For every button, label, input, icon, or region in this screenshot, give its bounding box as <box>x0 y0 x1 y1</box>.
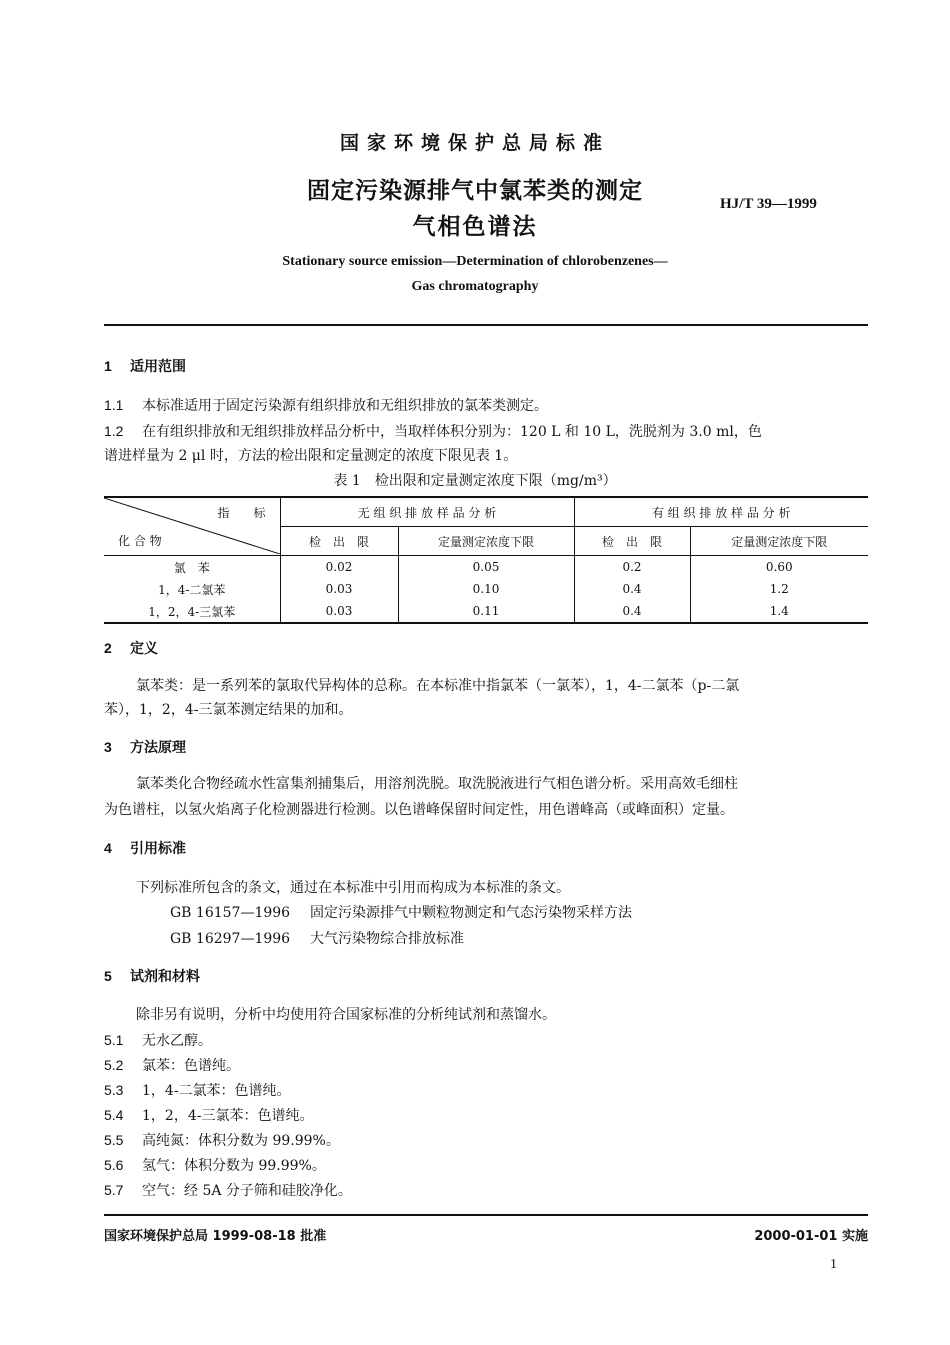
clause-number: 5.7 <box>104 1182 124 1198</box>
table-1 <box>104 496 868 624</box>
english-title-line-1: Stationary source emission—Determination of chlorobenzenes— <box>282 254 668 269</box>
group-header-unorganized: 无 组 织 排 放 样 品 分 析 <box>280 497 574 527</box>
col-header-g2-detect: 检 出 限 <box>574 527 690 556</box>
section-number: 3 <box>104 739 112 755</box>
cell-g2-detect: 0.4 <box>574 600 690 623</box>
section-title: 适用范围 <box>130 359 186 375</box>
cell-g2-quant: 0.60 <box>765 560 793 574</box>
group-header-organized: 有 组 织 排 放 样 品 分 析 <box>574 497 868 527</box>
clause-text: 1，2，4-三氯苯：色谱纯。 <box>142 1108 314 1124</box>
cell-g1-quant: 0.05 <box>398 556 574 579</box>
clause-number: 5.4 <box>104 1107 124 1123</box>
clause-5-3 <box>104 1080 291 1100</box>
cell-g2-quant: 1.4 <box>690 600 868 623</box>
cell-compound: 1，4-二氯苯 <box>104 578 280 600</box>
issuing-bureau: 国家环境保护总局标准 <box>339 132 610 154</box>
clause-5-5 <box>104 1130 340 1150</box>
clause-text: 1，4-二氯苯：色谱纯。 <box>142 1083 291 1099</box>
clause-text: 本标准适用于固定污染源有组织排放和无组织排放的氯苯类测定。 <box>142 398 548 414</box>
cell-g1-quant: 0.11 <box>398 600 574 623</box>
section-number: 4 <box>104 840 112 856</box>
section-5-heading <box>104 966 200 986</box>
footer-rule <box>104 1214 868 1216</box>
section-number: 1 <box>104 358 112 374</box>
section-4-intro: 下列标准所包含的条文，通过在本标准中引用而构成为本标准的条文。 <box>136 880 570 896</box>
section-3-text-line-2: 为色谱柱，以氢火焰离子化检测器进行检测。以色谱峰保留时间定性，用色谱峰高（或峰面积）定量。 <box>104 802 734 818</box>
clause-number: 5.6 <box>104 1157 124 1173</box>
reference-standard-2 <box>170 928 464 948</box>
clause-1-1 <box>104 395 548 415</box>
clause-text: 空气：经 5A 分子筛和硅胶净化。 <box>142 1183 352 1199</box>
section-2-text-line-1: 氯苯类：是一系列苯的氯取代异构体的总称。在本标准中指氯苯（一氯苯），1，4-二氯苯（p-二氯 <box>136 678 740 694</box>
section-2-heading <box>104 638 158 658</box>
title-line-2: 气相色谱法 <box>412 214 538 240</box>
clause-1-2 <box>104 421 762 441</box>
clause-text: 在有组织排放和无组织排放样品分析中，当取样体积分别为：120 L 和 10 L，洗脱剂为 3.0 ml，色 <box>142 424 762 440</box>
cell-g2-quant: 1.2 <box>769 582 789 596</box>
corner-label-indicator: 指 标 <box>217 506 266 520</box>
header-rule <box>104 324 868 326</box>
cell-g2-detect: 0.2 <box>574 556 690 579</box>
page-number: 1 <box>830 1257 837 1272</box>
clause-number: 1.2 <box>104 423 124 439</box>
reference-standard-1 <box>170 902 632 922</box>
col-header-g1-detect: 检 出 限 <box>280 527 398 556</box>
clause-number: 1.1 <box>104 397 124 413</box>
section-title: 方法原理 <box>130 740 186 756</box>
clause-number: 5.3 <box>104 1082 124 1098</box>
clause-text: 高纯氮：体积分数为 99.99%。 <box>142 1133 340 1149</box>
reference-title: 大气污染物综合排放标准 <box>310 931 464 947</box>
clause-1-2-continued: 谱进样量为 2 μl 时，方法的检出限和定量测定的浓度下限见表 1。 <box>104 448 518 464</box>
english-title-line-2: Gas chromatography <box>411 279 539 294</box>
approval-note: 国家环境保护总局 1999-08-18 批准 <box>104 1229 327 1244</box>
table-1-caption: 表 1 检出限和定量测定浓度下限（mg/m³） <box>333 473 617 489</box>
standard-code: HJ/T 39—1999 <box>720 196 817 212</box>
cell-g1-quant: 0.10 <box>398 578 574 600</box>
reference-code: GB 16157—1996 <box>170 905 291 921</box>
clause-5-6 <box>104 1155 326 1175</box>
cell-g1-detect: 0.03 <box>280 600 398 623</box>
cell-g1-detect: 0.03 <box>280 578 398 600</box>
reference-title: 固定污染源排气中颗粒物测定和气态污染物采样方法 <box>310 905 632 921</box>
table-row <box>104 578 868 600</box>
clause-5-4 <box>104 1105 313 1125</box>
table-row <box>104 600 868 623</box>
corner-label-compound: 化 合 物 <box>118 534 162 548</box>
clause-5-1 <box>104 1030 212 1050</box>
clause-number: 5.5 <box>104 1132 124 1148</box>
clause-5-7 <box>104 1180 352 1200</box>
section-title: 定义 <box>130 641 158 657</box>
section-1-heading <box>104 356 186 376</box>
section-3-heading <box>104 737 186 757</box>
title-line-1: 固定污染源排气中氯苯类的测定 <box>307 178 643 204</box>
table-corner-cell <box>104 497 280 556</box>
cell-g1-detect: 0.02 <box>280 556 398 579</box>
section-title: 试剂和材料 <box>130 969 200 985</box>
section-5-intro: 除非另有说明，分析中均使用符合国家标准的分析纯试剂和蒸馏水。 <box>136 1007 556 1023</box>
clause-text: 氯苯：色谱纯。 <box>142 1058 240 1074</box>
clause-number: 5.1 <box>104 1032 124 1048</box>
section-number: 2 <box>104 640 112 656</box>
cell-compound: 氯 苯 <box>104 556 280 579</box>
clause-number: 5.2 <box>104 1057 124 1073</box>
clause-5-2 <box>104 1055 240 1075</box>
reference-code: GB 16297—1996 <box>170 931 291 947</box>
section-title: 引用标准 <box>130 841 186 857</box>
cell-compound: 1，2，4-三氯苯 <box>104 600 280 623</box>
section-4-heading <box>104 838 186 858</box>
col-header-g2-quant: 定量测定浓度下限 <box>690 527 868 556</box>
section-number: 5 <box>104 968 112 984</box>
table-row <box>104 556 868 579</box>
col-header-g1-quant: 定量测定浓度下限 <box>398 527 574 556</box>
section-3-text-line-1: 氯苯类化合物经疏水性富集剂捕集后，用溶剂洗脱。取洗脱液进行气相色谱分析。采用高效毛细柱 <box>136 776 738 792</box>
cell-g2-detect: 0.4 <box>574 578 690 600</box>
clause-text: 氢气：体积分数为 99.99%。 <box>142 1158 326 1174</box>
section-2-text-line-2: 苯），1，2，4-三氯苯测定结果的加和。 <box>104 702 353 718</box>
implementation-note: 2000-01-01 实施 <box>754 1229 868 1244</box>
clause-text: 无水乙醇。 <box>142 1033 212 1049</box>
